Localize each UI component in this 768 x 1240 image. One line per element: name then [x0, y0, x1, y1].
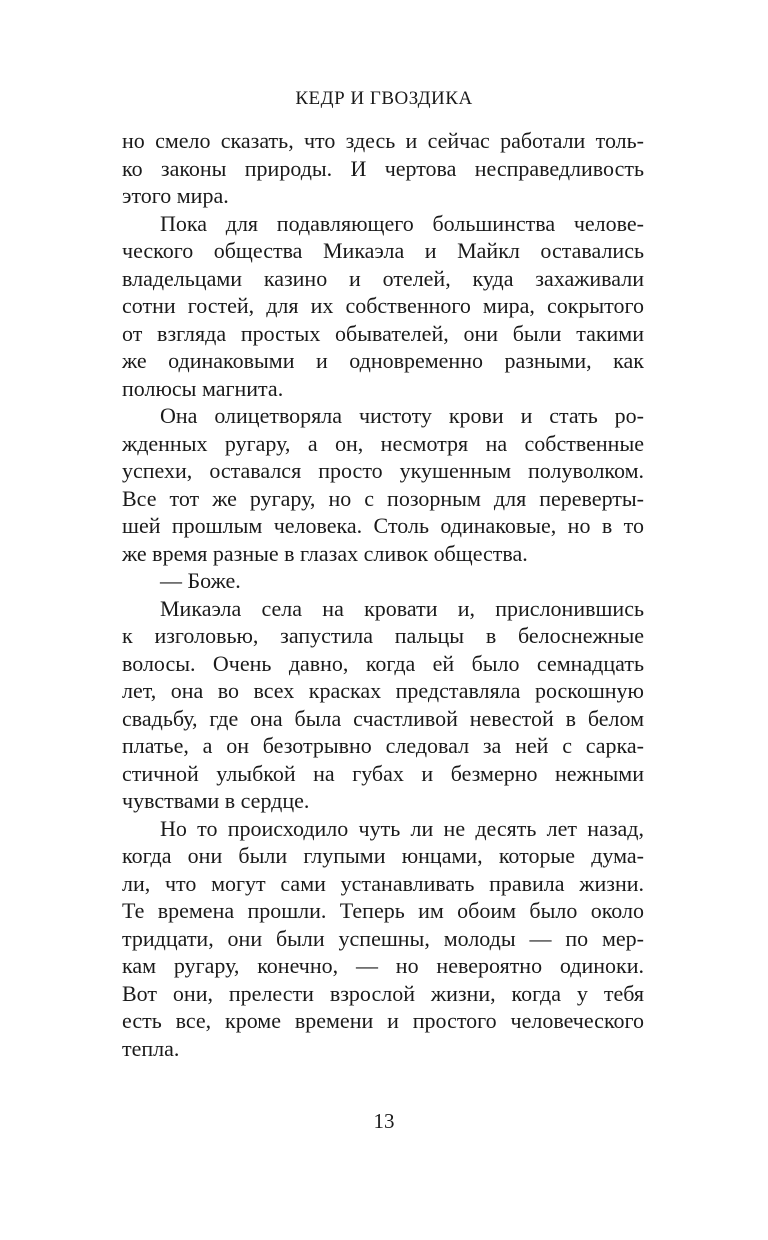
- text-line: ческого общества Микаэла и Майкл оставались: [122, 238, 644, 263]
- text-line: когда они были глупыми юнцами, которые дума-: [122, 843, 644, 868]
- text-line: тридцати, они были успешны, молоды — по мер-: [122, 925, 644, 951]
- paragraph: [122, 127, 644, 210]
- running-head: КЕДР И ГВОЗДИКА: [295, 88, 473, 109]
- text-line: Те времена прошли. Теперь им обоим было около: [122, 898, 644, 923]
- text-line: Микаэла села на кровати и, прислонившись: [160, 595, 644, 621]
- text-line: — Боже.: [160, 568, 241, 593]
- text-line: этого мира.: [122, 183, 229, 208]
- text-line: Все тот же ругару, но с позорным для переверты-: [122, 485, 644, 511]
- text-line: владельцами казино и отелей, куда захаживали: [122, 265, 644, 291]
- text-line: от взгляда простых обывателей, они были такими: [122, 320, 644, 346]
- text-line: Она олицетворяла чистоту крови и стать ро-: [160, 403, 644, 428]
- text-line: же одинаковыми и одновременно разными, как: [122, 348, 644, 373]
- text-line: волосы. Очень давно, когда ей было семнадцать: [122, 650, 644, 676]
- text-line: Вот они, прелести взрослой жизни, когда у тебя: [122, 980, 644, 1006]
- text-line: Но то происходило чуть ли не десять лет назад,: [160, 815, 644, 841]
- page-number: 13: [373, 1109, 395, 1133]
- text-line: шей прошлым человека. Столь одинаковые, но в то: [122, 513, 644, 538]
- text-line: тепла.: [122, 1035, 180, 1061]
- text-line: жденных ругару, а он, несмотря на собственные: [122, 430, 644, 456]
- text-line: есть все, кроме времени и простого человеческого: [122, 1008, 644, 1033]
- paragraph: [122, 402, 644, 567]
- text-line: свадьбу, где она была счастливой невестой в белом: [122, 705, 644, 731]
- paragraph: [122, 567, 644, 595]
- text-line: лет, она во всех красках представляла роскошную: [122, 678, 644, 703]
- text-line: платье, а он безотрывно следовал за ней с сарка-: [122, 733, 644, 758]
- text-line: кам ругару, конечно, — но невероятно одиноки.: [122, 953, 644, 978]
- text-line: же время разные в глазах сливок общества.: [122, 540, 528, 566]
- text-line: но смело сказать, что здесь и сейчас работали толь-: [122, 128, 644, 153]
- text-line: к изголовью, запустила пальцы в белоснежные: [122, 623, 644, 648]
- text-line: чувствами в сердце.: [122, 788, 310, 813]
- text-line: полюсы магнита.: [122, 375, 284, 401]
- text-line: успехи, оставался просто укушенным полуволком.: [122, 458, 644, 483]
- text-line: стичной улыбкой на губах и безмерно нежными: [122, 760, 644, 786]
- text-line: Пока для подавляющего большинства челове-: [160, 210, 644, 236]
- paragraph: [122, 595, 644, 815]
- text-line: ко законы природы. И чертова несправедливость: [122, 155, 644, 181]
- text-line: сотни гостей, для их собственного мира, сокрытого: [122, 293, 644, 318]
- body-text: [122, 127, 644, 1062]
- text-line: ли, что могут сами устанавливать правила жизни.: [122, 870, 644, 896]
- paragraph: [122, 815, 644, 1063]
- paragraph: [122, 210, 644, 403]
